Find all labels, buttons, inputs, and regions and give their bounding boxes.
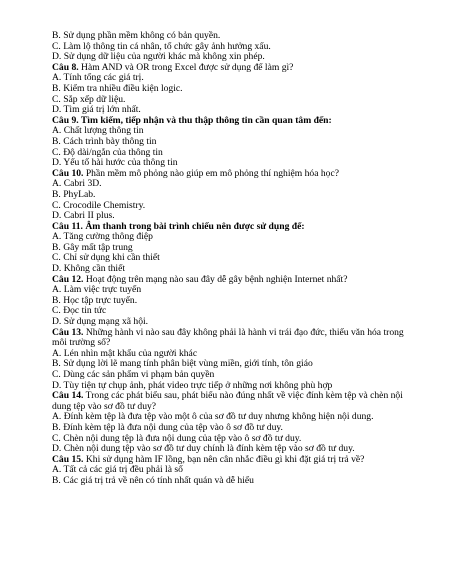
answer-option-line: C. Crocodile Chemistry. — [52, 199, 146, 211]
answer-option-line: D. Tìm giá trị lớn nhất. — [52, 104, 141, 116]
answer-option-line: C. Chèn nội dung tệp là đưa nội dung của tệp vào ô sơ đồ tư duy. — [52, 432, 302, 444]
question-text: Những hành vi nào sau đây không phải là hành vi trái đạo đức, thiếu văn hóa trong môi trường số? — [52, 326, 404, 349]
answer-option-line: C. Chỉ sử dụng khi cần thiết — [52, 252, 160, 264]
answer-option-line: C. Sắp xếp dữ liệu. — [52, 93, 126, 105]
question-text: Phần mềm mô phỏng nào giúp em mô phỏng thí nghiệm hóa học? — [83, 167, 339, 179]
answer-option-line: A. Lén nhìn mật khẩu của người khác — [52, 347, 198, 359]
answer-option-line: A. Cabri 3D. — [52, 178, 102, 190]
answer-option-line: A. Đính kèm tệp là đưa tệp vào một ô của sơ đồ tư duy nhưng không hiện nội dung. — [52, 411, 374, 423]
answer-option-line: D. Tùy tiện tự chụp ảnh, phát video trực tiếp ở những nơi không phù hợp — [52, 379, 333, 391]
answer-option-line: B. Đính kèm tệp là đưa nội dung của tệp vào ô sơ đồ tư duy. — [52, 421, 283, 433]
question-text: Hàm AND và OR trong Excel được sử dụng để làm gì? — [78, 61, 294, 73]
answer-option-line: B. Sử dụng lời lẽ mang tính phân biệt vùng miền, giới tính, tôn giáo — [52, 358, 313, 370]
answer-option-line: C. Làm lộ thông tin cá nhân, tổ chức gây ảnh hưởng xấu. — [52, 40, 271, 52]
answer-option-line: A. Chất lượng thông tin — [52, 125, 144, 137]
question-line — [52, 169, 412, 180]
question-text: Trong các phát biểu sau, phát biểu nào đúng nhất về việc đính kèm tệp và chèn nội dung tệp vào sơ đồ tư duy? — [52, 390, 403, 412]
question-line — [52, 328, 412, 349]
answer-option-line: A. Tất cả các giá trị đều phải là số — [52, 464, 183, 476]
question-number: Câu 12. — [52, 273, 84, 285]
answer-option-line: B. Sử dụng phần mềm không có bản quyền. — [52, 30, 221, 41]
question-number: Câu 15. — [52, 453, 84, 465]
answer-option-line: B. PhyLab. — [52, 188, 96, 200]
answer-option-line: A. Tăng cường thông điệp — [52, 231, 153, 243]
answer-option-line: A. Làm việc trực tuyến — [52, 284, 142, 296]
answer-option-line: B. Gây mất tập trung — [52, 241, 133, 253]
answer-option-line: D. Cabri II plus. — [52, 210, 115, 222]
answer-option-line: C. Đọc tin tức — [52, 305, 107, 317]
answer-option-line: D. Sử dụng mạng xã hội. — [52, 316, 149, 328]
question-number: Câu 14. — [52, 390, 84, 402]
answer-option-line: B. Cách trình bày thông tin — [52, 135, 157, 147]
answer-option-line: D. Không cần thiết — [52, 263, 126, 275]
answer-option-line: A. Tính tổng các giá trị. — [52, 72, 144, 84]
question-number: Câu 13. — [52, 326, 84, 338]
question-number: Câu 8. — [52, 61, 79, 73]
answer-option-line: B. Học tập trực tuyến. — [52, 294, 138, 306]
answer-option-line: B. Các giá trị trả về nên có tính nhất quán và dễ hiểu — [52, 474, 254, 486]
document-body — [52, 31, 412, 487]
question-line: Câu 11. Âm thanh trong bài trình chiếu nên được sử dụng để: — [52, 220, 305, 232]
answer-option-line: D. Sử dụng dữ liệu của người khác mà không xin phép. — [52, 51, 265, 63]
question-number: Câu 10. — [52, 167, 84, 179]
answer-option-line: D. Chèn nội dung tệp vào sơ đồ tư duy chính là đính kèm tệp vào sơ đồ tư duy. — [52, 443, 355, 455]
question-line — [52, 391, 412, 412]
question-text: Khi sử dụng hàm IF lồng, bạn nên cân nhắc điều gì khi đặt giá trị trả về? — [83, 453, 365, 465]
question-text: Hoạt động trên mạng nào sau đây dễ gây bệnh nghiện Internet nhất? — [83, 273, 348, 285]
answer-option-line: B. Kiểm tra nhiều điều kiện logic. — [52, 82, 183, 94]
answer-option-line: D. Yếu tố hài hước của thông tin — [52, 157, 178, 169]
question-line: Câu 9. Tìm kiếm, tiếp nhận và thu thập thông tin cần quan tâm đến: — [52, 114, 332, 126]
answer-option-line: C. Độ dài/ngắn của thông tin — [52, 146, 163, 158]
answer-option-line: C. Dùng các sản phẩm vi phạm bản quyền — [52, 369, 215, 380]
